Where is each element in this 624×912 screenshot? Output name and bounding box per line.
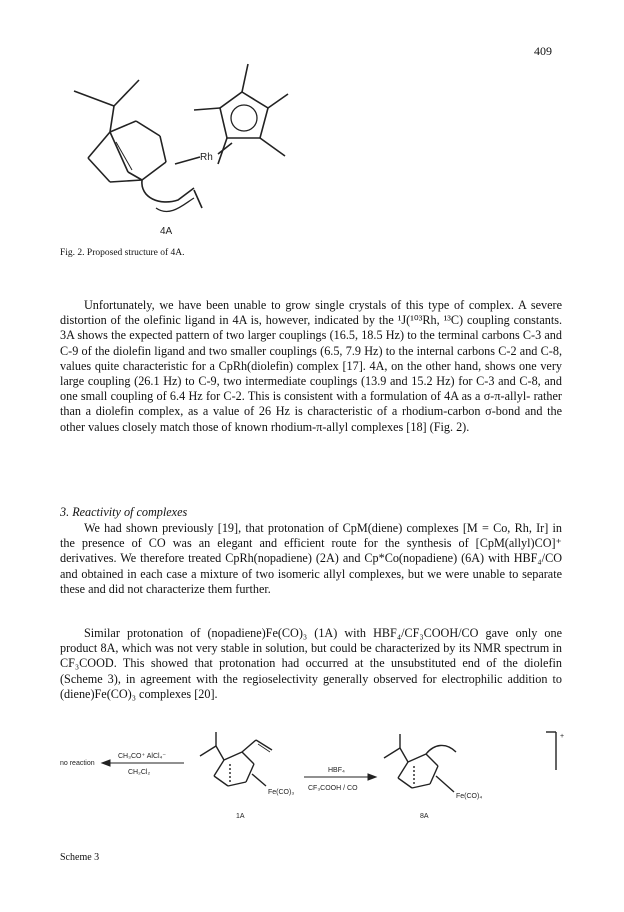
compound-label-1a: 1A [236, 813, 245, 820]
scheme-caption: Scheme 3 [60, 852, 100, 863]
fe-co3-label: Fe(CO)₃ [268, 789, 295, 796]
paragraph-2-text: We had shown previously [19], that protonation of CpM(diene) complexes [M = Co, Rh, Ir] in the presence of CO was an elegant and efficient route for the synthesis of [CpM(allyl)CO]⁺ derivatives. We therefore treated CpRh(nopadiene) (2A) and Cp*Co(nopadiene) (6A) with HBF₄/CO and obtained in each case a mixture of two isomeric allyl complexes, but we were unable to separate these and did not characterize them further. [60, 521, 562, 596]
compound-label-4a: 4A [160, 226, 173, 237]
left-reagent-bottom: CH₂Cl₂ [128, 769, 151, 776]
right-reagent-top: HBF₄ [328, 767, 345, 774]
left-reagent-top: CH₃CO⁺ AlCl₄⁻ [118, 753, 167, 760]
scheme-3 [60, 730, 564, 840]
compound-label-8a: 8A [420, 813, 429, 820]
figure-caption: Fig. 2. Proposed structure of 4A. [60, 248, 185, 258]
paragraph-1 [60, 298, 562, 435]
scheme-3-drawing [60, 730, 564, 840]
paragraph-3 [60, 626, 562, 702]
fe-co4-label: Fe(CO)₄ [456, 793, 483, 800]
structure-4a-drawing [60, 58, 390, 248]
section-heading: 3. Reactivity of complexes [60, 505, 188, 519]
no-reaction-label [60, 760, 95, 767]
page-number: 409 [534, 44, 552, 58]
no-reaction-text: no reaction [60, 760, 95, 767]
figure-4a-structure [60, 58, 390, 248]
paragraph-2 [60, 521, 562, 597]
right-reagent-bottom: CF₃COOH / CO [308, 785, 358, 792]
charge-label: + [560, 733, 564, 740]
paragraph-3-text: Similar protonation of (nopadiene)Fe(CO)₃ (1A) with HBF₄/CF₃COOH/CO gave only one product 8A, which was not very stable in solution, but could be characterized by its NMR spectrum in CF₃COOD. This showed that protonation had occurred at the unsubstituted end of the diolefin (Scheme 3), in agreement with the regioselectivity generally observed for electrophilic addition to (diene)Fe(CO)₃ complexes [20]. [60, 626, 562, 701]
rh-label: Rh [200, 152, 213, 163]
paragraph-1-text: Unfortunately, we have been unable to grow single crystals of this type of complex. A severe distortion of the olefinic ligand in 4A is, however, indicated by the ¹J(¹⁰³Rh, ¹³C) coupling constants. 3A shows the expected pattern of two larger couplings (16.5, 18.5 Hz) to the terminal carbons C-3 and C-9 of the diolefin ligand and two smaller couplings (6.5, 7.9 Hz) to the internal carbons C-2 and C-8, values quite characteristic for a CpRh(diolefin) complex [17]. 4A, on the other hand, shows one very large coupling (26.1 Hz) to C-9, two intermediate couplings (13.9 and 15.2 Hz) for C-3 and C-8, and one small coupling of 6.4 Hz for C-2. This is consistent with a formulation of 4A as a σ-π-allyl- rather than a diolefin complex, as a value of 26 Hz is characteristic of a rhodium-carbon σ-bond and the other values closely match those of known rhodium-π-allyl complexes [18] (Fig. 2). [60, 298, 562, 434]
